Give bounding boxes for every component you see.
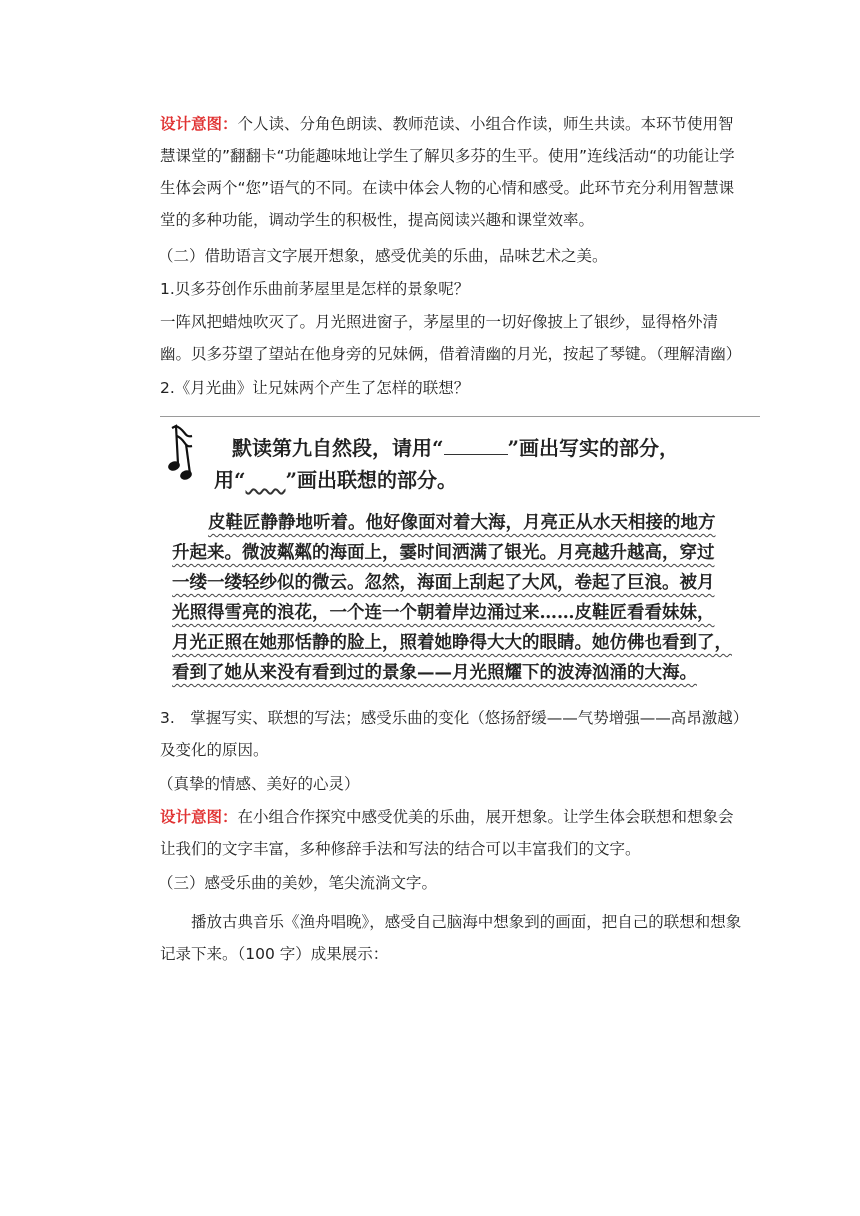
design-intent-label: 设计意图： (160, 115, 238, 133)
passage-line: 月光正照在她那恬静的脸上，照着她睁得大大的眼睛。她仿佛也看到了， (172, 633, 732, 653)
design-intent-paragraph-2 (160, 801, 745, 865)
instruction-part-2: ”画出写实的部分， (507, 436, 680, 460)
design-intent-text: 个人读、分角色朗读、教师范读、小组合作读，师生共读。本环节使用智慧课堂的”翻翻卡“功能趣味地让学生了解贝多芬的生平。使用”连线活动“的功能让学生体会两个“您”语气的不同。在读中体会人物的心情和感受。此环节充分利用智慧课堂的多种功能，调动学生的积极性，提高阅读兴趣和课堂效率。 (160, 115, 735, 229)
question-1: 1.贝多芬创作乐曲前茅屋里是怎样的景象呢？ (160, 280, 470, 298)
question-1-answer: 一阵风把蜡烛吹灭了。月光照进窗子，茅屋里的一切好像披上了银纱，显得格外清幽。贝多芬望了望站在他身旁的兄妹俩，借着清幽的月光，按起了琴键。（理解清幽） (160, 313, 742, 363)
question-3-note: （真挚的情感、美好的心灵） (158, 775, 360, 793)
exercise-instruction (214, 432, 758, 496)
instruction-part-4: ”画出联想的部分。 (285, 468, 458, 492)
instruction-part-1: 默读第九自然段，请用“ (232, 436, 444, 460)
passage-line: 一缕一缕轻纱似的微云。忽然，海面上刮起了大风，卷起了巨浪。被月 (172, 573, 715, 593)
passage-line: 光照得雪亮的浪花，一个连一个朝着岸边涌过来……皮鞋匠看看妹妹， (172, 603, 715, 623)
question-3: 3. 掌握写实、联想的写法；感受乐曲的变化（悠扬舒缓——气势增强——高昂激越）及变化的原因。 (160, 709, 741, 759)
reading-exercise-image (160, 420, 760, 683)
design-intent-label: 设计意图： (160, 808, 238, 826)
music-note-icon (162, 422, 210, 480)
instruction-part-3: 用“ (214, 468, 246, 492)
instruction-line-2 (214, 464, 758, 496)
design-intent-text: 在小组合作探究中感受优美的乐曲，展开想象。让学生体会联想和想象会让我们的文字丰富，多种修辞手法和写法的结合可以丰富我们的文字。 (160, 808, 734, 858)
question-2: 2.《月光曲》让兄妹两个产生了怎样的联想？ (160, 379, 470, 397)
wavy-line-blank (246, 464, 286, 482)
task-paragraph: 播放古典音乐《渔舟唱晚》，感受自己脑海中想象到的画面，把自己的联想和想象记录下来。（100 字）成果展示： (160, 913, 742, 963)
design-intent-paragraph-1 (160, 108, 745, 236)
section-heading-3: （三）感受乐曲的美妙，笔尖流淌文字。 (158, 874, 438, 892)
solid-line-blank (444, 436, 508, 455)
section-heading-2: （二）借助语言文字展开想象，感受优美的乐曲，品味艺术之美。 (158, 247, 608, 265)
passage-line: 皮鞋匠静静地听着。他好像面对着大海，月亮正从水天相接的地方 (208, 513, 716, 533)
passage-line: 看到了她从来没有看到过的景象——月光照耀下的波涛汹涌的大海。 (172, 663, 697, 683)
horizontal-rule (160, 416, 760, 417)
passage-text (172, 508, 754, 688)
passage-line: 升起来。微波粼粼的海面上，霎时间洒满了银光。月亮越升越高，穿过 (172, 543, 715, 563)
